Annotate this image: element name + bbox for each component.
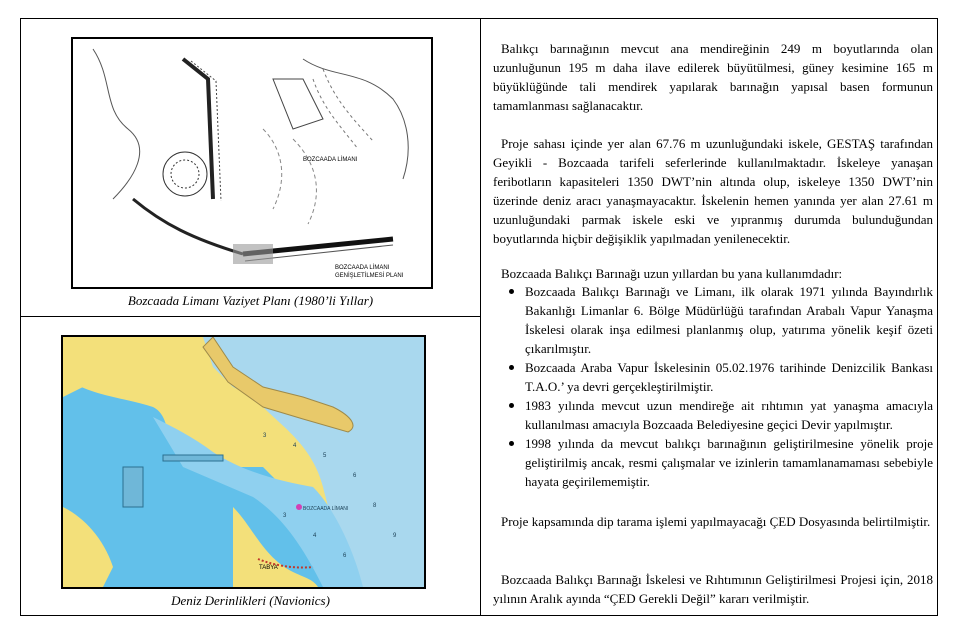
svg-text:6: 6 xyxy=(343,553,347,559)
paragraph-pier: Proje sahası içinde yer alan 67.76 m uzunluğundaki iskele, GESTAŞ tarafından Geyikli - Bozcaada tarifeli seferlerinde kullanılmaktadır. İskeleye yanaşan feribotların kapasiteleri 1350 DWT’nin altında olup, iskeleye 1350 DWT’nin üzerinde deniz aracı yanaşmayacaktır. İskelenin hemen yanında yer alan 27.61 m uzunluğundaki parmak iskele eski ve yıpranmış durumda bulunduğundan boyutlarında hiçbir değişiklik yapılmadan yenilenecektir. xyxy=(493,136,933,246)
paragraph-ced-decision: Bozcaada Balıkçı Barınağı İskelesi ve Rıhtımının Geliştirilmesi Projesi için, 2018 yılının Aralık ayında “ÇED Gerekli Değil” kararı verilmiştir. xyxy=(493,572,933,606)
svg-text:5: 5 xyxy=(323,453,327,459)
column-divider xyxy=(480,19,481,615)
svg-text:9: 9 xyxy=(393,533,397,539)
svg-text:8: 8 xyxy=(373,503,377,509)
svg-text:3: 3 xyxy=(283,513,287,519)
svg-text:4: 4 xyxy=(293,443,297,449)
paragraph-breakwater: Balıkçı barınağının mevcut ana mendireğinin 249 m boyutlarında olan uzunluğunun 195 m daha ilave edilerek büyütülmesi, güney kesimine 165 m büyüklüğünde tali mendirek yapılarak barınağın yapısal basen formunun tamamlanması sağlanacaktır. xyxy=(493,41,933,113)
svg-text:4: 4 xyxy=(313,533,317,539)
bullet-icon xyxy=(509,403,514,408)
chart-bay-label: TABYA xyxy=(259,565,278,571)
paragraph-history-intro: Bozcaada Balıkçı Barınağı uzun yıllardan bu yana kullanımdadır: xyxy=(501,266,843,281)
history-list xyxy=(493,282,933,491)
plan-harbour-label: BOZCAADA LİMANI xyxy=(303,157,358,163)
list-item: 1983 yılında mevcut uzun mendireğe ait rıhtımın yat yanaşma amacıyla kullanılması amacıyla Bozcaada Belediyesine geçici Devir yapılmıştır. xyxy=(493,396,933,434)
list-item: Bozcaada Balıkçı Barınağı ve Limanı, ilk olarak 1971 yılında Bayındırlık Bakanlığı Limanlar 6. Bölge Müdürlüğü tarafından Arabalı Vapur Yanaşma İskelesi olarak inşa edilmesi planlanmış olup, yatırıma yönelik keşif özeti çıkarılmıştır. xyxy=(493,282,933,358)
plan-title-line2: GENİŞLETİLMESİ PLANI xyxy=(335,273,404,279)
list-item: Bozcaada Araba Vapur İskelesinin 05.02.1976 tarihinde Denizcilik Bankası T.A.O.’ ya devri gerçekleştirilmiştir. xyxy=(493,358,933,396)
svg-text:6: 6 xyxy=(353,473,357,479)
document-table xyxy=(20,18,938,616)
nautical-chart-svg xyxy=(63,337,424,587)
bullet-icon xyxy=(509,441,514,446)
chart-caption: Deniz Derinlikleri (Navionics) xyxy=(171,593,330,608)
svg-text:3: 3 xyxy=(263,433,267,439)
bullet-icon xyxy=(509,289,514,294)
row-divider xyxy=(21,316,480,317)
list-item: 1998 yılında da mevcut balıkçı barınağının geliştirilmesine yönelik proje geliştirilmiş ancak, resmi çalışmalar ve izinlerin tamamlanamaması sebebiyle hayata geçirilememiştir. xyxy=(493,434,933,491)
nautical-chart xyxy=(61,335,426,589)
site-plan-svg xyxy=(73,39,431,287)
plan-caption: Bozcaada Limanı Vaziyet Planı (1980’li Yıllar) xyxy=(127,293,374,308)
bullet-icon xyxy=(509,365,514,370)
paragraph-dredging: Proje kapsamında dip tarama işlemi yapılmayacağı ÇED Dosyasında belirtilmiştir. xyxy=(501,514,931,529)
plan-title-line1: BOZCAADA LİMANI xyxy=(335,265,390,271)
site-plan-drawing xyxy=(71,37,433,289)
chart-harbour-label: BOZCAADA LİMANI xyxy=(303,506,349,512)
